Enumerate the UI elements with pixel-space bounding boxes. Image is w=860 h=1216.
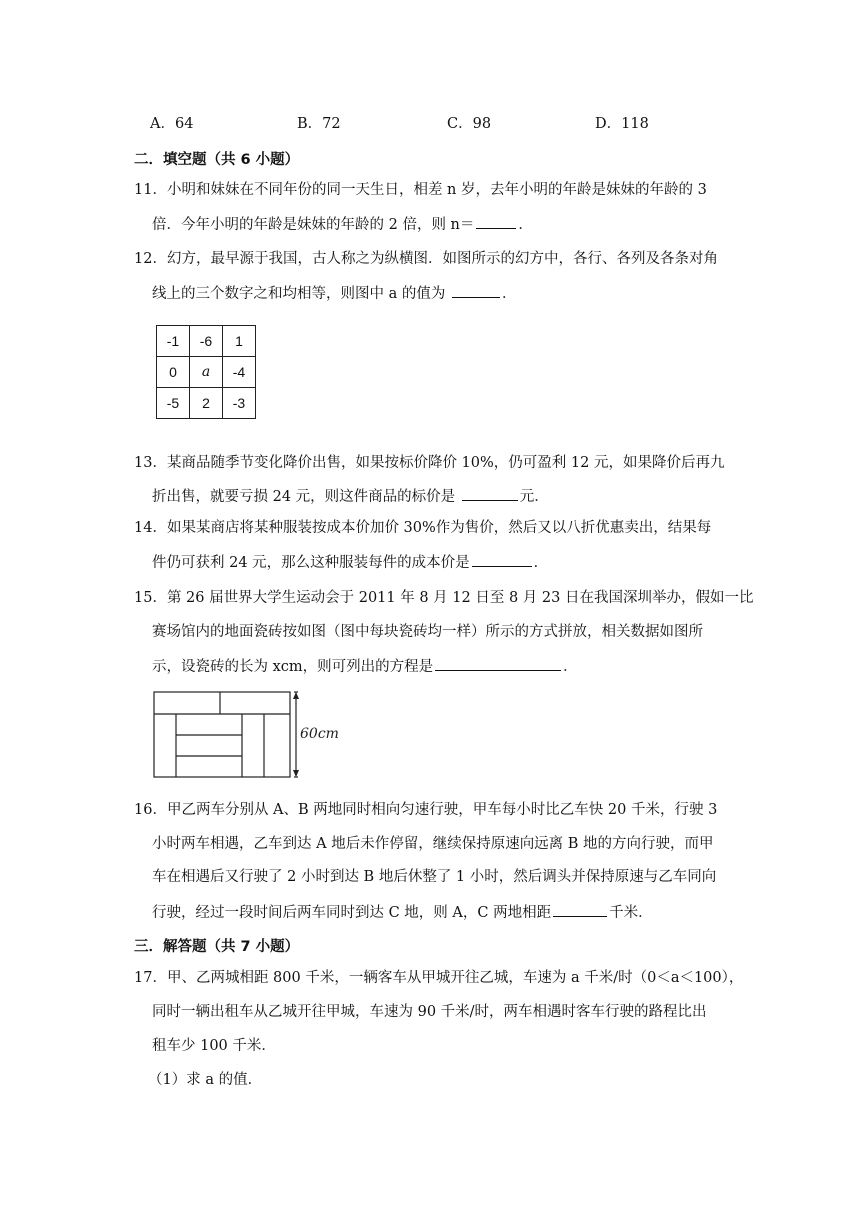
option-d: D．118 bbox=[595, 116, 649, 132]
section-heading-fill-blank: 二．填空题（共 6 小题） bbox=[134, 152, 300, 168]
q13-text: 折出售，就要亏损 24 元，则这件商品的标价是 bbox=[152, 489, 460, 505]
q16-text: 行驶，经过一段时间后两车同时到达 C 地，则 A，C 两地相距 bbox=[152, 905, 552, 921]
q17-line3: 租车少 100 千米． bbox=[152, 1038, 276, 1054]
magic-cell: -4 bbox=[223, 357, 256, 388]
q15-line3 bbox=[152, 656, 578, 677]
magic-cell: -5 bbox=[157, 388, 190, 419]
q17-line1: 17．甲、乙两城相距 800 千米，一辆客车从甲城开往乙城，车速为 a 千米/时（0＜a＜100）， bbox=[134, 970, 744, 986]
answer-blank bbox=[452, 283, 500, 298]
q15-line2: 赛场馆内的地面瓷砖按如图（图中每块瓷砖均一样）所示的方式拼放，相关数据如图所 bbox=[152, 624, 703, 640]
q11-line1: 11．小明和妹妹在不同年份的同一天生日，相差 n 岁，去年小明的年龄是妹妹的年龄的 3 bbox=[134, 182, 707, 198]
magic-cell: 1 bbox=[223, 326, 256, 357]
q15-line1: 15．第 26 届世界大学生运动会于 2011 年 8 月 12 日至 8 月 23 日在我国深圳举办，假如一比 bbox=[134, 590, 754, 606]
q12-line1: 12．幻方，最早源于我国，古人称之为纵横图．如图所示的幻方中，各行、各列及各条对角 bbox=[134, 251, 718, 267]
option-b: B．72 bbox=[297, 116, 341, 132]
q15-text: 示，设瓷砖的长为 xcm，则可列出的方程是 bbox=[152, 659, 434, 675]
arrow-down-icon bbox=[293, 770, 299, 777]
q11-text: 倍．今年小明的年龄是妹妹的年龄的 2 倍，则 n＝ bbox=[152, 217, 475, 233]
q12-text: 线上的三个数字之和均相等，则图中 a 的值为 bbox=[152, 286, 450, 302]
q11-line2 bbox=[152, 214, 533, 235]
q11-end: ． bbox=[518, 217, 533, 233]
arrow-up-icon bbox=[293, 692, 299, 699]
answer-blank bbox=[553, 902, 607, 917]
q16-end: 千米． bbox=[609, 905, 653, 921]
q14-text: 件仍可获利 24 元，那么这种服装每件的成本价是 bbox=[152, 555, 470, 571]
section-heading-solve: 三．解答题（共 7 小题） bbox=[134, 939, 300, 955]
option-a: A．64 bbox=[150, 116, 194, 132]
magic-cell: 2 bbox=[190, 388, 223, 419]
q16-line4 bbox=[152, 902, 653, 923]
q16-line1: 16．甲乙两车分别从 A、B 两地同时相向匀速行驶，甲车每小时比乙车快 20 千米，行驶 3 bbox=[134, 802, 718, 818]
magic-cell: -3 bbox=[223, 388, 256, 419]
magic-square-figure bbox=[156, 325, 256, 419]
magic-cell: a bbox=[190, 357, 223, 388]
q14-line1: 14．如果某商店将某种服装按成本价加价 30%作为售价，然后又以八折优惠卖出，结果每 bbox=[134, 520, 712, 536]
q16-line2: 小时两车相遇，乙车到达 A 地后未作停留，继续保持原速向远离 B 地的方向行驶，而甲 bbox=[152, 836, 714, 852]
magic-cell: -6 bbox=[190, 326, 223, 357]
q16-line3: 车在相遇后又行驶了 2 小时到达 B 地后休整了 1 小时，然后调头并保持原速与乙车同向 bbox=[152, 869, 717, 885]
option-c: C．98 bbox=[447, 116, 492, 132]
answer-blank bbox=[472, 552, 532, 567]
magic-cell: -1 bbox=[157, 326, 190, 357]
q15-end: ． bbox=[563, 659, 578, 675]
q14-end: ． bbox=[533, 555, 549, 571]
q14-line2 bbox=[152, 552, 548, 573]
answer-blank bbox=[435, 656, 561, 671]
q12-line2 bbox=[152, 283, 516, 304]
q17-line2: 同时一辆出租车从乙城开往甲城，车速为 90 千米/时，两车相遇时客车行驶的路程比出 bbox=[152, 1004, 707, 1020]
magic-cell: 0 bbox=[157, 357, 190, 388]
q13-line1: 13．某商品随季节变化降价出售，如果按标价降价 10%，仍可盈利 12 元，如果降价后再九 bbox=[134, 455, 725, 471]
answer-blank bbox=[462, 486, 518, 501]
dimension-label: 60cm bbox=[300, 726, 339, 742]
q17-sub1: （1）求 a 的值． bbox=[148, 1072, 263, 1088]
q13-line2 bbox=[152, 486, 549, 507]
answer-blank bbox=[476, 214, 516, 229]
q12-end: ． bbox=[501, 286, 517, 302]
tile-floor-figure bbox=[150, 689, 350, 781]
q13-end: 元． bbox=[519, 489, 549, 505]
